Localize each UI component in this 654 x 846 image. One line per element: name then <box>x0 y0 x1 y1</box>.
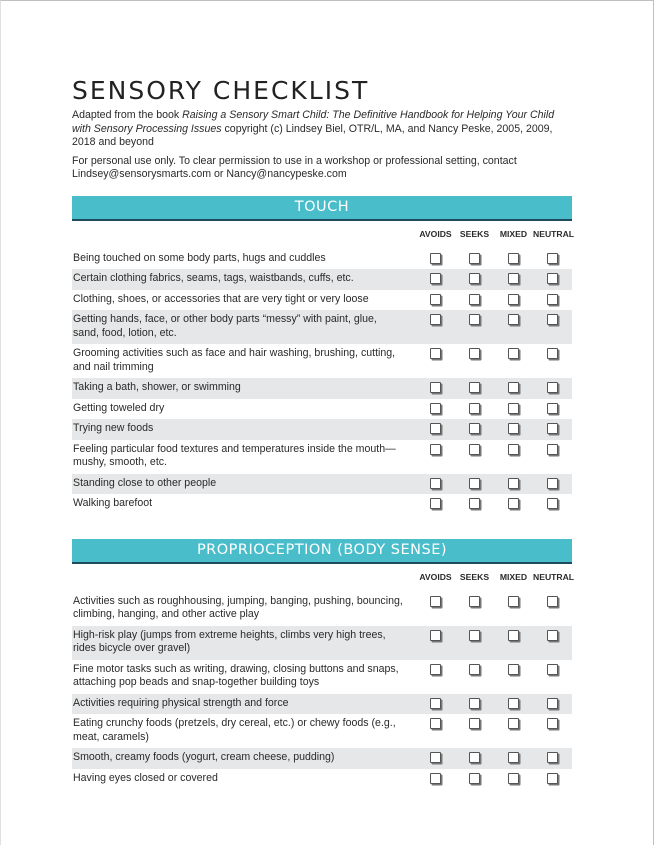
checkbox-group <box>416 313 572 325</box>
rows-proprioception <box>72 592 572 790</box>
checkbox-seeks[interactable] <box>469 698 480 709</box>
checklist-row <box>72 269 572 290</box>
checkbox-seeks[interactable] <box>469 752 480 763</box>
checkbox-avoids[interactable] <box>430 478 441 489</box>
checkbox-cell-neutral <box>533 718 572 729</box>
checklist-row <box>72 494 572 515</box>
checkbox-group <box>416 477 572 489</box>
checkbox-cell-mixed <box>494 773 533 784</box>
checkbox-neutral[interactable] <box>547 752 558 763</box>
checkbox-group <box>416 629 572 641</box>
checkbox-seeks[interactable] <box>469 630 480 641</box>
checklist-row <box>72 419 572 440</box>
checkbox-mixed[interactable] <box>508 698 519 709</box>
checkbox-cell-neutral <box>533 444 572 455</box>
checkbox-group <box>416 272 572 284</box>
checkbox-neutral[interactable] <box>547 273 558 284</box>
checkbox-neutral[interactable] <box>547 773 558 784</box>
checkbox-seeks[interactable] <box>469 273 480 284</box>
checkbox-cell-seeks <box>455 478 494 489</box>
item-label: Certain clothing fabrics, seams, tags, waistbands, cuffs, etc. <box>73 272 354 284</box>
checkbox-cell-avoids <box>416 382 455 393</box>
checkbox-cell-avoids <box>416 498 455 509</box>
checkbox-cell-seeks <box>455 596 494 607</box>
checkbox-cell-seeks <box>455 444 494 455</box>
checkbox-mixed[interactable] <box>508 403 519 414</box>
checkbox-group <box>416 293 572 305</box>
checkbox-cell-neutral <box>533 773 572 784</box>
item-label: Taking a bath, shower, or swimming <box>73 381 241 393</box>
checkbox-cell-neutral <box>533 423 572 434</box>
book-title: Raising a Sensory Smart Child: The Definitive Handbook for Helping Your Child with Sensory Processing Issues <box>72 109 555 135</box>
column-neutral: NEUTRAL <box>533 571 575 582</box>
checkbox-neutral[interactable] <box>547 664 558 675</box>
checkbox-avoids[interactable] <box>430 444 441 455</box>
item-label: Eating crunchy foods (pretzels, dry cereal, etc.) or chewy foods (e.g., meat, caramels) <box>73 717 396 743</box>
item-label: Activities requiring physical strength and force <box>73 696 289 709</box>
checklist-row <box>72 626 572 660</box>
checklist-row <box>72 399 572 420</box>
checklist-row <box>72 249 572 270</box>
checkbox-mixed[interactable] <box>508 444 519 455</box>
checkbox-avoids[interactable] <box>430 498 441 509</box>
checkbox-cell-seeks <box>455 752 494 763</box>
checkbox-cell-avoids <box>416 773 455 784</box>
checkbox-cell-neutral <box>533 498 572 509</box>
section-header-proprioception: PROPRIOCEPTION (BODY SENSE) <box>72 539 572 564</box>
checkbox-mixed[interactable] <box>508 273 519 284</box>
checkbox-seeks[interactable] <box>469 403 480 414</box>
checkbox-cell-seeks <box>455 498 494 509</box>
checkbox-cell-seeks <box>455 630 494 641</box>
checklist-row <box>72 769 572 790</box>
checkbox-cell-mixed <box>494 664 533 675</box>
checkbox-cell-mixed <box>494 403 533 414</box>
checkbox-avoids[interactable] <box>430 698 441 709</box>
checkbox-cell-seeks <box>455 294 494 305</box>
permission-note: For personal use only. To clear permission to use in a workshop or professional setting, contact Lindsey@sensorysmarts.com or Nancy@nancypeske.com <box>72 154 517 180</box>
checklist-row <box>72 378 572 399</box>
checklist-document <box>72 76 575 789</box>
checkbox-cell-mixed <box>494 498 533 509</box>
column-avoids: AVOIDS <box>419 571 452 582</box>
checklist-row <box>72 694 572 715</box>
checkbox-avoids[interactable] <box>430 423 441 434</box>
checkbox-cell-avoids <box>416 314 455 325</box>
checkbox-group <box>416 422 572 434</box>
column-neutral: NEUTRAL <box>533 228 575 239</box>
checkbox-cell-avoids <box>416 403 455 414</box>
page-title: SENSORY CHECKLIST <box>72 76 370 105</box>
checkbox-neutral[interactable] <box>547 253 558 264</box>
checkbox-mixed[interactable] <box>508 664 519 675</box>
checklist-row <box>72 344 572 378</box>
checklist-row <box>72 290 572 311</box>
checkbox-mixed[interactable] <box>508 314 519 325</box>
checkbox-mixed[interactable] <box>508 348 519 359</box>
checkbox-neutral[interactable] <box>547 478 558 489</box>
checkbox-avoids[interactable] <box>430 273 441 284</box>
checkbox-cell-avoids <box>416 423 455 434</box>
checkbox-cell-seeks <box>455 273 494 284</box>
checkbox-mixed[interactable] <box>508 596 519 607</box>
checkbox-cell-mixed <box>494 294 533 305</box>
checkbox-cell-avoids <box>416 444 455 455</box>
checklist-row <box>72 660 572 694</box>
checkbox-neutral[interactable] <box>547 718 558 729</box>
checkbox-mixed[interactable] <box>508 498 519 509</box>
checkbox-group <box>416 595 572 607</box>
checkbox-seeks[interactable] <box>469 478 480 489</box>
checkbox-neutral[interactable] <box>547 294 558 305</box>
checkbox-neutral[interactable] <box>547 498 558 509</box>
checkbox-cell-neutral <box>533 664 572 675</box>
checkbox-avoids[interactable] <box>430 314 441 325</box>
checkbox-cell-neutral <box>533 253 572 264</box>
item-label: Getting hands, face, or other body parts “messy” with paint, glue, sand, food, lotion, etc. <box>73 313 377 339</box>
checkbox-cell-mixed <box>494 444 533 455</box>
item-label: Clothing, shoes, or accessories that are very tight or very loose <box>73 292 369 305</box>
checkbox-neutral[interactable] <box>547 698 558 709</box>
checkbox-cell-avoids <box>416 630 455 641</box>
checkbox-cell-mixed <box>494 382 533 393</box>
checkbox-cell-avoids <box>416 718 455 729</box>
checkbox-cell-seeks <box>455 403 494 414</box>
column-seeks: SEEKS <box>459 228 490 239</box>
checkbox-neutral[interactable] <box>547 348 558 359</box>
checkbox-cell-neutral <box>533 314 572 325</box>
checkbox-neutral[interactable] <box>547 403 558 414</box>
checkbox-cell-mixed <box>494 718 533 729</box>
checkbox-avoids[interactable] <box>430 718 441 729</box>
checkbox-group <box>416 252 572 264</box>
checkbox-cell-neutral <box>533 596 572 607</box>
column-seeks: SEEKS <box>459 571 490 582</box>
checkbox-group <box>416 402 572 414</box>
checkbox-cell-neutral <box>533 348 572 359</box>
item-label: High-risk play (jumps from extreme heights, climbs very high trees, rides bicycle over gravel) <box>73 628 386 654</box>
checkbox-avoids[interactable] <box>430 382 441 393</box>
checkbox-cell-avoids <box>416 273 455 284</box>
item-label: Trying new foods <box>73 422 154 434</box>
checkbox-cell-neutral <box>533 382 572 393</box>
checkbox-seeks[interactable] <box>469 253 480 264</box>
item-label: Being touched on some body parts, hugs and cuddles <box>73 251 326 264</box>
checkbox-cell-neutral <box>533 294 572 305</box>
checkbox-cell-mixed <box>494 348 533 359</box>
checkbox-cell-neutral <box>533 478 572 489</box>
column-mixed: MIXED <box>499 228 528 239</box>
checkbox-neutral[interactable] <box>547 596 558 607</box>
item-label: Activities such as roughhousing, jumping, banging, pushing, bouncing, climbing, hanging, and other active play <box>73 594 403 620</box>
item-label: Grooming activities such as face and hair washing, brushing, cutting, and nail trimming <box>73 347 396 373</box>
item-label: Fine motor tasks such as writing, drawing, closing buttons and snaps, attaching pop beads and snap-together building toys <box>73 662 399 688</box>
checkbox-seeks[interactable] <box>469 294 480 305</box>
item-label: Standing close to other people <box>73 476 217 489</box>
checkbox-avoids[interactable] <box>430 596 441 607</box>
checkbox-cell-seeks <box>455 773 494 784</box>
checkbox-mixed[interactable] <box>508 752 519 763</box>
source-prefix: Adapted from the book <box>72 109 183 121</box>
checkbox-cell-seeks <box>455 382 494 393</box>
checkbox-cell-neutral <box>533 403 572 414</box>
checkbox-cell-mixed <box>494 423 533 434</box>
checkbox-seeks[interactable] <box>469 664 480 675</box>
checkbox-cell-seeks <box>455 718 494 729</box>
checkbox-seeks[interactable] <box>469 423 480 434</box>
checkbox-cell-mixed <box>494 596 533 607</box>
checkbox-avoids[interactable] <box>430 630 441 641</box>
checkbox-group <box>416 717 572 729</box>
checkbox-seeks[interactable] <box>469 444 480 455</box>
checkbox-group <box>416 751 572 763</box>
checkbox-avoids[interactable] <box>430 253 441 264</box>
checkbox-neutral[interactable] <box>547 382 558 393</box>
checkbox-cell-mixed <box>494 630 533 641</box>
checkbox-avoids[interactable] <box>430 294 441 305</box>
checkbox-cell-seeks <box>455 314 494 325</box>
checkbox-avoids[interactable] <box>430 752 441 763</box>
checkbox-cell-seeks <box>455 423 494 434</box>
checkbox-mixed[interactable] <box>508 382 519 393</box>
checklist-row <box>72 592 572 626</box>
column-headers-proprioception <box>72 571 575 586</box>
checkbox-seeks[interactable] <box>469 348 480 359</box>
checkbox-avoids[interactable] <box>430 773 441 784</box>
checkbox-cell-neutral <box>533 752 572 763</box>
checkbox-group <box>416 697 572 709</box>
checkbox-cell-mixed <box>494 314 533 325</box>
checkbox-neutral[interactable] <box>547 314 558 325</box>
item-label: Getting toweled dry <box>73 401 165 414</box>
checkbox-mixed[interactable] <box>508 478 519 489</box>
checkbox-mixed[interactable] <box>508 423 519 434</box>
checkbox-cell-mixed <box>494 698 533 709</box>
checkbox-mixed[interactable] <box>508 773 519 784</box>
item-label: Having eyes closed or covered <box>73 771 218 784</box>
item-label: Walking barefoot <box>73 497 153 509</box>
checkbox-avoids[interactable] <box>430 403 441 414</box>
checkbox-mixed[interactable] <box>508 630 519 641</box>
checkbox-cell-seeks <box>455 253 494 264</box>
column-avoids: AVOIDS <box>419 228 452 239</box>
checkbox-neutral[interactable] <box>547 444 558 455</box>
checkbox-cell-avoids <box>416 478 455 489</box>
checkbox-group <box>416 663 572 675</box>
checkbox-cell-mixed <box>494 253 533 264</box>
checkbox-group <box>416 347 572 359</box>
checkbox-neutral[interactable] <box>547 630 558 641</box>
checkbox-mixed[interactable] <box>508 718 519 729</box>
checkbox-group <box>416 772 572 784</box>
section-header-touch: TOUCH <box>72 196 572 221</box>
item-label: Smooth, creamy foods (yogurt, cream cheese, pudding) <box>73 751 335 763</box>
checklist-row <box>72 310 572 344</box>
checkbox-mixed[interactable] <box>508 253 519 264</box>
rows-touch <box>72 249 572 515</box>
checkbox-cell-avoids <box>416 596 455 607</box>
column-headers-touch <box>72 228 575 243</box>
checkbox-seeks[interactable] <box>469 718 480 729</box>
checklist-row <box>72 440 572 474</box>
checkbox-cell-neutral <box>533 630 572 641</box>
checkbox-avoids[interactable] <box>430 348 441 359</box>
checkbox-cell-avoids <box>416 294 455 305</box>
checkbox-seeks[interactable] <box>469 314 480 325</box>
checkbox-group <box>416 497 572 509</box>
intro <box>72 109 572 182</box>
checkbox-seeks[interactable] <box>469 596 480 607</box>
checkbox-seeks[interactable] <box>469 382 480 393</box>
checkbox-cell-avoids <box>416 348 455 359</box>
item-label: Feeling particular food textures and temperatures inside the mouth—mushy, smooth, etc. <box>73 442 396 468</box>
column-mixed: MIXED <box>499 571 528 582</box>
source-note <box>72 109 572 150</box>
checklist-row <box>72 748 572 769</box>
checkbox-cell-avoids <box>416 698 455 709</box>
checklist-row <box>72 714 572 748</box>
source-suffix: copyright (c) Lindsey Biel, OTR/L, MA, and Nancy Peske, 2005, 2009, 2018 and beyond <box>72 122 553 148</box>
checkbox-cell-neutral <box>533 698 572 709</box>
checkbox-cell-avoids <box>416 752 455 763</box>
checkbox-cell-seeks <box>455 348 494 359</box>
checkbox-cell-mixed <box>494 273 533 284</box>
checklist-row <box>72 474 572 495</box>
checkbox-cell-mixed <box>494 478 533 489</box>
checkbox-neutral[interactable] <box>547 423 558 434</box>
checkbox-seeks[interactable] <box>469 773 480 784</box>
checkbox-cell-neutral <box>533 273 572 284</box>
checkbox-seeks[interactable] <box>469 498 480 509</box>
checkbox-cell-avoids <box>416 253 455 264</box>
checkbox-cell-seeks <box>455 664 494 675</box>
checkbox-cell-seeks <box>455 698 494 709</box>
checkbox-mixed[interactable] <box>508 294 519 305</box>
checkbox-avoids[interactable] <box>430 664 441 675</box>
checkbox-group <box>416 381 572 393</box>
checkbox-cell-mixed <box>494 752 533 763</box>
checkbox-group <box>416 443 572 455</box>
checkbox-cell-avoids <box>416 664 455 675</box>
